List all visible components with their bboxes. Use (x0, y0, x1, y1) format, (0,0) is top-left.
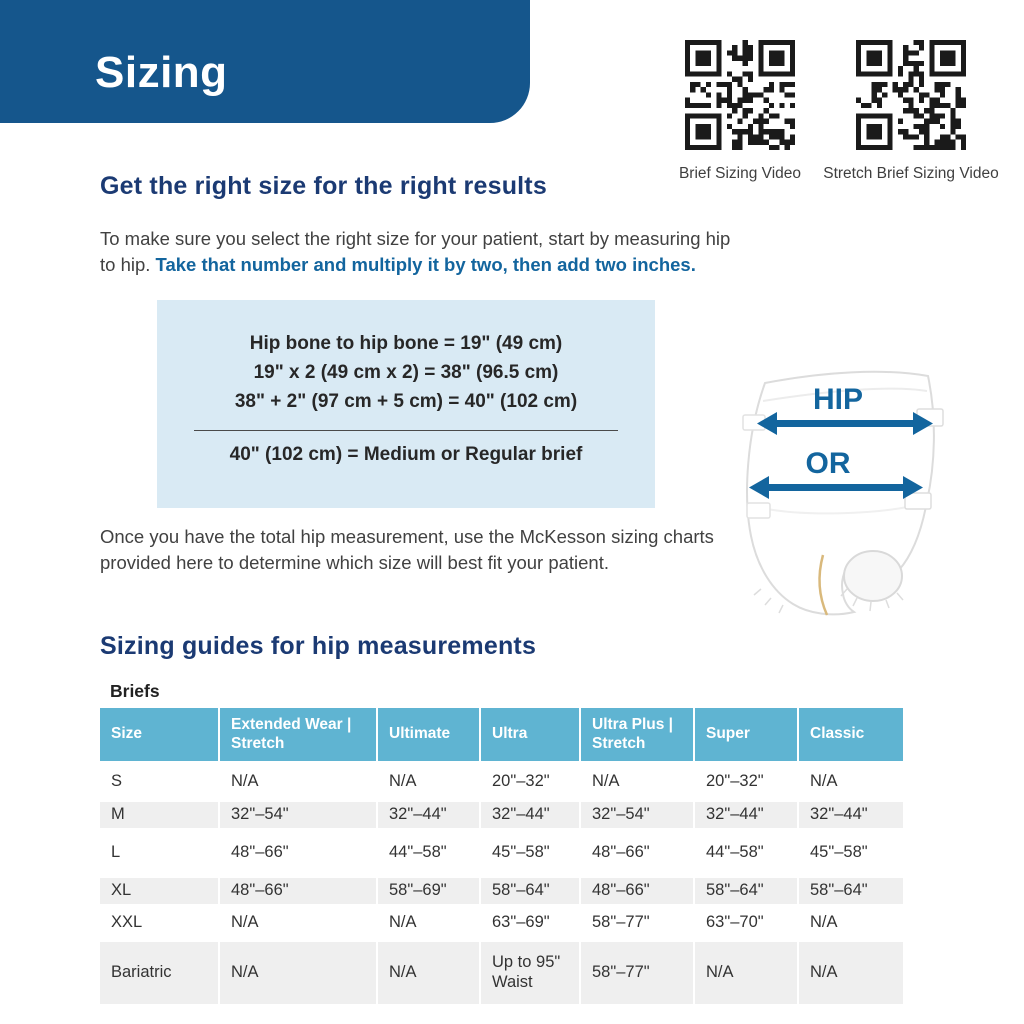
calc-line: 38" + 2" (97 cm + 5 cm) = 40" (102 cm) (234, 391, 578, 412)
table-row-label: XXL (111, 913, 143, 932)
table-cell: 48"–66" (218, 876, 376, 906)
table-row-label: L (111, 843, 121, 862)
qr-brief-sizing-video (678, 40, 802, 183)
table-cell: N/A (797, 906, 903, 940)
table-cell: 48"–66" (579, 830, 693, 876)
table-header-extended-wear-stretch: Extended Wear | Stretch (218, 708, 376, 764)
table-cell: N/A (376, 764, 479, 800)
table-cell: 63"–69" (479, 906, 579, 940)
table-cell: 58"–64" (479, 876, 579, 906)
intro-bold-instruction: Take that number and multiply it by two, then add two inches. (155, 254, 696, 275)
intro-heading: Get the right size for the right results (100, 172, 547, 200)
table-cell: N/A (376, 906, 479, 940)
calc-line: 19" x 2 (49 cm x 2) = 38" (96.5 cm) (253, 362, 559, 383)
qr-stretch-brief-sizing-video (823, 40, 999, 183)
calc-result-size: Medium (363, 444, 436, 465)
table-cell: 32"–44" (797, 800, 903, 830)
calc-result-mid: or (435, 444, 466, 465)
table-cell: 32"–54" (218, 800, 376, 830)
table-cell: N/A (218, 764, 376, 800)
tape-tab (747, 503, 770, 518)
table-cell: N/A (797, 940, 903, 1006)
leg-opening (844, 551, 902, 601)
brief-measurement-illustration (731, 357, 961, 621)
table-cell: N/A (376, 940, 479, 1006)
table-cell: N/A (218, 906, 376, 940)
calc-result-prefix: 40" (102 cm) = (229, 444, 364, 465)
table-header-classic: Classic (797, 708, 903, 764)
table-cell: 45"–58" (797, 830, 903, 876)
table-cell: 48"–66" (579, 876, 693, 906)
table-cell: 58"–77" (579, 940, 693, 1006)
table-row-label: XL (100, 876, 218, 906)
table-cell: 20"–32" (479, 764, 579, 800)
table-cell: 58"–64" (693, 876, 797, 906)
table-row-label: M (100, 800, 218, 830)
qr-code-icon (856, 40, 966, 150)
table-cell: 58"–64" (797, 876, 903, 906)
calc-divider (194, 430, 618, 431)
table-header-super: Super (693, 708, 797, 764)
table-subheading: Briefs (110, 681, 160, 701)
table-header-ultra: Ultra (479, 708, 579, 764)
table-cell: N/A (579, 764, 693, 800)
table-row-label: Bariatric (100, 940, 218, 1006)
table-cell: 63"–70" (693, 906, 797, 940)
followup-paragraph: Once you have the total hip measurement, use the McKesson sizing charts provided here to determine which size will best fit your patient. (100, 526, 714, 573)
table-cell: 48"–66" (218, 830, 376, 876)
calculation-example-box (157, 300, 655, 508)
page-title: Sizing (95, 48, 228, 97)
table-cell: 45"–58" (479, 830, 579, 876)
table-cell: 32"–54" (579, 800, 693, 830)
intro-text: To make sure you select the right size for your patient, start by measuring hip to hip. (100, 228, 731, 275)
table-cell: 32"–44" (376, 800, 479, 830)
qr-code-icon (685, 40, 795, 150)
table-cell: N/A (797, 764, 903, 800)
table-cell: N/A (693, 940, 797, 1006)
calc-result (157, 444, 655, 466)
table-cell: 58"–77" (579, 906, 693, 940)
qr-label: Stretch Brief Sizing Video (823, 165, 999, 182)
table-cell: 58"–69" (376, 876, 479, 906)
calc-lines (157, 300, 655, 416)
calc-result-size-alt: Regular (465, 444, 536, 465)
table-header-size: Size (100, 708, 218, 764)
table-section-heading: Sizing guides for hip measurements (100, 632, 537, 660)
table-header-ultra-plus-stretch: Ultra Plus | Stretch (579, 708, 693, 764)
table-cell: 44"–58" (693, 830, 797, 876)
intro-paragraph (100, 226, 745, 278)
table-cell: N/A (218, 940, 376, 1006)
or-label: OR (805, 447, 851, 480)
hip-label: HIP (812, 383, 864, 416)
header-band (0, 0, 530, 123)
table-cell: 32"–44" (693, 800, 797, 830)
table-cell: 32"–44" (479, 800, 579, 830)
qr-label: Brief Sizing Video (678, 165, 802, 182)
table-header-ultimate: Ultimate (376, 708, 479, 764)
calc-line: Hip bone to hip bone = 19" (49 cm) (249, 333, 563, 354)
briefs-sizing-table (100, 708, 903, 1006)
table-cell: 20"–32" (693, 764, 797, 800)
table-cell: Up to 95" Waist (479, 940, 579, 1006)
table-cell: 44"–58" (376, 830, 479, 876)
table-row-label: S (111, 772, 123, 791)
calc-result-suffix: brief (535, 444, 583, 465)
